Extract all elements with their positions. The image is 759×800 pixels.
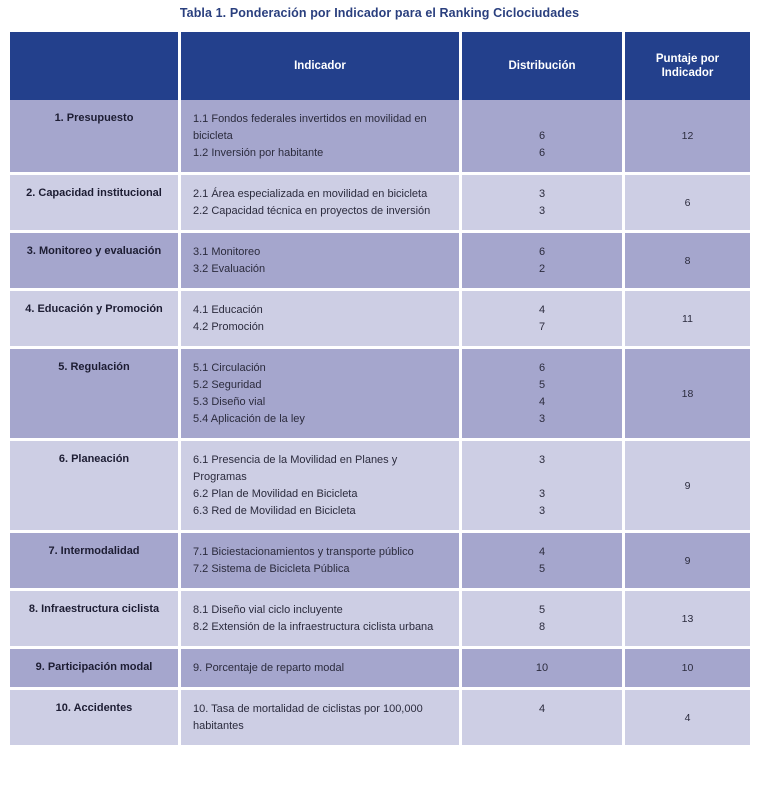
table-row [10, 175, 750, 233]
distribution-value: 5 [538, 563, 546, 575]
distribution-value: 3 [538, 505, 546, 517]
table-row [10, 533, 750, 591]
distribution-value: 6 [538, 362, 546, 374]
distribution-value: 3 [538, 454, 546, 466]
table-row [10, 349, 750, 441]
cell-categoria: 4. Educación y Promoción [10, 291, 181, 349]
distribution-value: 3 [538, 188, 546, 200]
table-header [10, 32, 750, 100]
cell-categoria: 9. Participación modal [10, 649, 181, 690]
indicator-item: 5.4 Aplicación de la ley [193, 413, 305, 425]
indicator-item: 6.1 Presencia de la Movilidad en Planes y Programas [193, 454, 398, 483]
puntaje-value: 10 [681, 662, 694, 674]
cell-categoria: 7. Intermodalidad [10, 533, 181, 591]
table-row [10, 591, 750, 649]
distribution-value: 10 [535, 662, 549, 674]
cell-puntaje [625, 233, 750, 291]
cell-indicador [181, 533, 462, 591]
table-container [10, 32, 750, 800]
table-body [10, 100, 750, 748]
indicator-item: 1.2 Inversión por habitante [193, 147, 324, 159]
cell-puntaje [625, 533, 750, 591]
puntaje-value: 6 [684, 196, 691, 209]
indicator-item: 5.1 Circulación [193, 362, 266, 374]
header-cell-categoria [10, 32, 181, 100]
indicator-item: 3.2 Evaluación [193, 263, 266, 275]
cell-categoria: 10. Accidentes [10, 690, 181, 748]
cell-puntaje [625, 175, 750, 233]
distribution-value: 5 [538, 604, 546, 616]
puntaje-value: 9 [684, 479, 691, 492]
distribution-value: 3 [538, 488, 546, 500]
cell-indicador [181, 233, 462, 291]
distribution-spacer [462, 469, 622, 486]
table-row [10, 441, 750, 533]
puntaje-value: 4 [684, 711, 691, 724]
indicator-item: 4.1 Educación [193, 304, 263, 316]
distribution-value: 6 [538, 130, 546, 142]
cell-distribucion [462, 690, 625, 748]
puntaje-value: 9 [684, 554, 691, 567]
cell-indicador [181, 100, 462, 175]
cell-distribucion [462, 233, 625, 291]
header-cell-puntaje: Puntaje por Indicador [625, 32, 750, 100]
distribution-value: 6 [538, 246, 546, 258]
distribution-value: 8 [538, 621, 546, 633]
header-cell-distribucion: Distribución [462, 32, 625, 100]
cell-categoria: 8. Infraestructura ciclista [10, 591, 181, 649]
cell-categoria: 3. Monitoreo y evaluación [10, 233, 181, 291]
distribution-value: 5 [538, 379, 546, 391]
table-row [10, 690, 750, 748]
distribution-value: 3 [538, 413, 546, 425]
indicator-item: 3.1 Monitoreo [193, 246, 261, 258]
distribution-value: 4 [538, 304, 546, 316]
cell-distribucion [462, 349, 625, 441]
puntaje-value: 11 [682, 312, 693, 325]
indicator-item: 7.1 Biciestacionamientos y transporte público [193, 546, 414, 558]
cell-puntaje [625, 100, 750, 175]
cell-puntaje [625, 690, 750, 748]
puntaje-value: 18 [681, 387, 694, 400]
ranking-table [10, 32, 750, 748]
indicator-item: 8.2 Extensión de la infraestructura ciclista urbana [193, 621, 434, 633]
table-row [10, 291, 750, 349]
distribution-value: 4 [538, 396, 546, 408]
distribution-spacer [462, 718, 622, 735]
indicator-item: 1.1 Fondos federales invertidos en movilidad en bicicleta [193, 113, 427, 142]
cell-categoria: 5. Regulación [10, 349, 181, 441]
cell-distribucion [462, 441, 625, 533]
indicator-item: 2.1 Área especializada en movilidad en bicicleta [193, 188, 428, 200]
distribution-spacer [462, 111, 622, 128]
cell-indicador [181, 349, 462, 441]
cell-puntaje [625, 349, 750, 441]
cell-indicador [181, 591, 462, 649]
table-row [10, 649, 750, 690]
distribution-value: 4 [538, 546, 546, 558]
distribution-value: 7 [538, 321, 546, 333]
cell-distribucion [462, 175, 625, 233]
table-row [10, 233, 750, 291]
indicator-item: 4.2 Promoción [193, 321, 264, 333]
header-row [10, 32, 750, 100]
cell-categoria: 2. Capacidad institucional [10, 175, 181, 233]
indicator-item: 5.3 Diseño vial [193, 396, 266, 408]
cell-indicador [181, 441, 462, 533]
puntaje-value: 8 [684, 254, 691, 267]
indicator-item: 8.1 Diseño vial ciclo incluyente [193, 604, 343, 616]
cell-indicador [181, 690, 462, 748]
puntaje-value: 12 [681, 130, 694, 142]
cell-distribucion [462, 100, 625, 175]
indicator-item: 10. Tasa de mortalidad de ciclistas por 100,000 habitantes [193, 703, 423, 732]
cell-indicador [181, 649, 462, 690]
cell-puntaje [625, 591, 750, 649]
cell-indicador [181, 291, 462, 349]
cell-distribucion [462, 291, 625, 349]
cell-categoria: 6. Planeación [10, 441, 181, 533]
distribution-value: 2 [538, 263, 546, 275]
table-caption: Tabla 1. Ponderación por Indicador para el Ranking Ciclociudades [179, 6, 580, 20]
indicator-item: 5.2 Seguridad [193, 379, 262, 391]
indicator-item: 6.3 Red de Movilidad en Bicicleta [193, 505, 356, 517]
cell-distribucion [462, 649, 625, 690]
cell-puntaje [625, 291, 750, 349]
indicator-item: 7.2 Sistema de Bicicleta Pública [193, 563, 350, 575]
header-cell-indicador: Indicador [181, 32, 462, 100]
cell-puntaje [625, 441, 750, 533]
indicator-item: 2.2 Capacidad técnica en proyectos de inversión [193, 205, 431, 217]
cell-indicador [181, 175, 462, 233]
cell-categoria: 1. Presupuesto [10, 100, 181, 175]
indicator-item: 9. Porcentaje de reparto modal [193, 662, 345, 674]
distribution-value: 3 [538, 205, 546, 217]
cell-distribucion [462, 591, 625, 649]
puntaje-value: 13 [681, 612, 694, 625]
cell-distribucion [462, 533, 625, 591]
distribution-value: 4 [538, 703, 546, 715]
table-row [10, 100, 750, 175]
indicator-item: 6.2 Plan de Movilidad en Bicicleta [193, 488, 358, 500]
distribution-value: 6 [538, 147, 546, 159]
cell-puntaje [625, 649, 750, 690]
